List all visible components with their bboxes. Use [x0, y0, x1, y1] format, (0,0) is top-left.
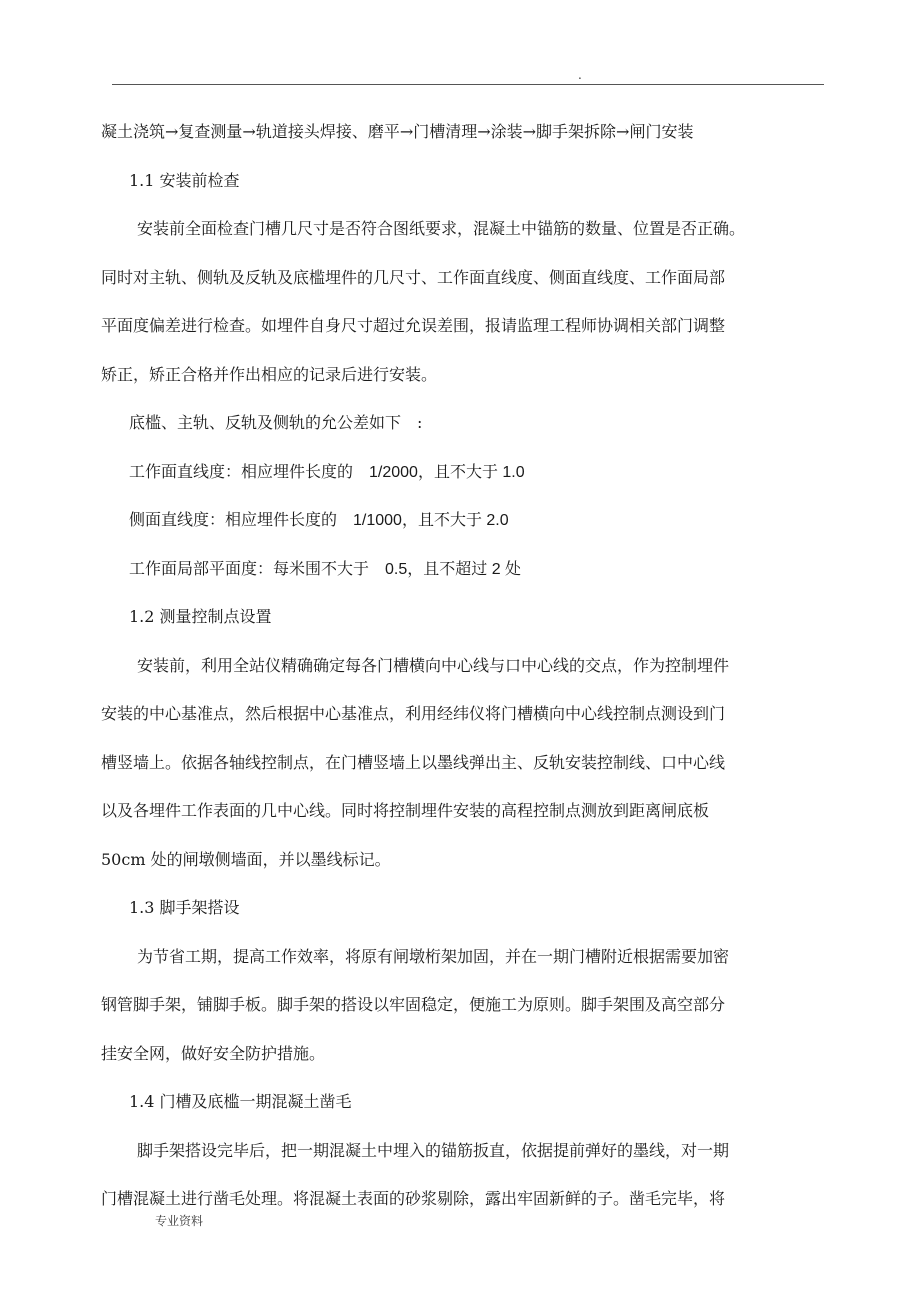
tolerance-value: 0.5，且不超过 2 处	[385, 560, 522, 578]
tolerance-label: 工作面直线度：相应埋件长度的	[129, 461, 354, 481]
tolerance-label: 侧面直线度：相应埋件长度的	[129, 510, 338, 529]
tolerance-item	[101, 500, 791, 549]
header-rule	[112, 84, 824, 85]
paragraph-line: 挂安全网，做好安全防护措施。	[101, 1043, 326, 1063]
paragraph-line: 门槽混凝土进行凿毛处理。将混凝土表面的砂浆剔除，露出牢固新鲜的子。凿毛完毕，将	[101, 1189, 726, 1208]
section-heading-1-2: 1.2 测量控制点设置	[129, 607, 272, 626]
flow-sequence: 凝土浇筑→复查测量→轨道接头焊接、磨平→门槽清理→涂装→脚手架拆除→闸门安装	[101, 122, 694, 141]
tolerance-item	[101, 452, 791, 501]
paragraph-line: 同时对主轨、侧轨及反轨及底槛埋件的几尺寸、工作面直线度、侧面直线度、工作面局部	[101, 267, 726, 287]
header-mark: .	[578, 68, 582, 82]
tolerance-label: 工作面局部平面度：每米围不大于	[129, 558, 370, 578]
paragraph-line: 安装的中心基准点，然后根据中心基准点，利用经纬仪将门槽横向中心线控制点测设到门	[101, 704, 726, 723]
section-heading-1-1: 1.1 安装前检查	[129, 170, 240, 190]
paragraph-line: 钢管脚手架，铺脚手板。脚手架的搭设以牢固稳定，便施工为原则。脚手架围及高空部分	[101, 995, 726, 1014]
section-heading-1-3: 1.3 脚手架搭设	[129, 898, 240, 917]
footer-label: 专业资料	[155, 1214, 204, 1228]
tolerance-value: 1/2000，且不大于 1.0	[369, 463, 525, 481]
tolerance-intro: 底槛、主轨、反轨及侧轨的允公差如下 :	[129, 413, 423, 432]
paragraph-line: 50cm 处的闸墩侧墙面，并以墨线标记。	[101, 849, 391, 869]
paragraph-line: 以及各埋件工作表面的几中心线。同时将控制埋件安装的高程控制点测放到距离闸底板	[101, 801, 710, 820]
section-heading-1-4: 1.4 门槽及底槛一期混凝土凿毛	[129, 1092, 352, 1111]
paragraph-line: 为节省工期，提高工作效率，将原有闸墩桁架加固，并在一期门槽附近根据需要加密	[137, 946, 730, 966]
paragraph-line: 安装前，利用全站仪精确确定每各门槽横向中心线与口中心线的交点，作为控制埋件	[137, 655, 730, 675]
document-body	[101, 112, 791, 1228]
paragraph-line: 平面度偏差进行检查。如埋件自身尺寸超过允误差围，报请监理工程师协调相关部门调整	[101, 316, 726, 335]
paragraph-line: 脚手架搭设完毕后，把一期混凝土中埋入的锚筋扳直，依据提前弹好的墨线，对一期	[137, 1140, 730, 1160]
paragraph-line: 槽竖墙上。依据各轴线控制点，在门槽竖墙上以墨线弹出主、反轨安装控制线、口中心线	[101, 752, 726, 772]
paragraph-line: 安装前全面检查门槽几尺寸是否符合图纸要求，混凝土中锚筋的数量、位置是否正确。	[137, 219, 746, 238]
paragraph-line: 矫正，矫正合格并作出相应的记录后进行安装。	[101, 364, 438, 384]
tolerance-value: 1/1000，且不大于 2.0	[353, 512, 509, 529]
tolerance-item	[101, 549, 791, 598]
